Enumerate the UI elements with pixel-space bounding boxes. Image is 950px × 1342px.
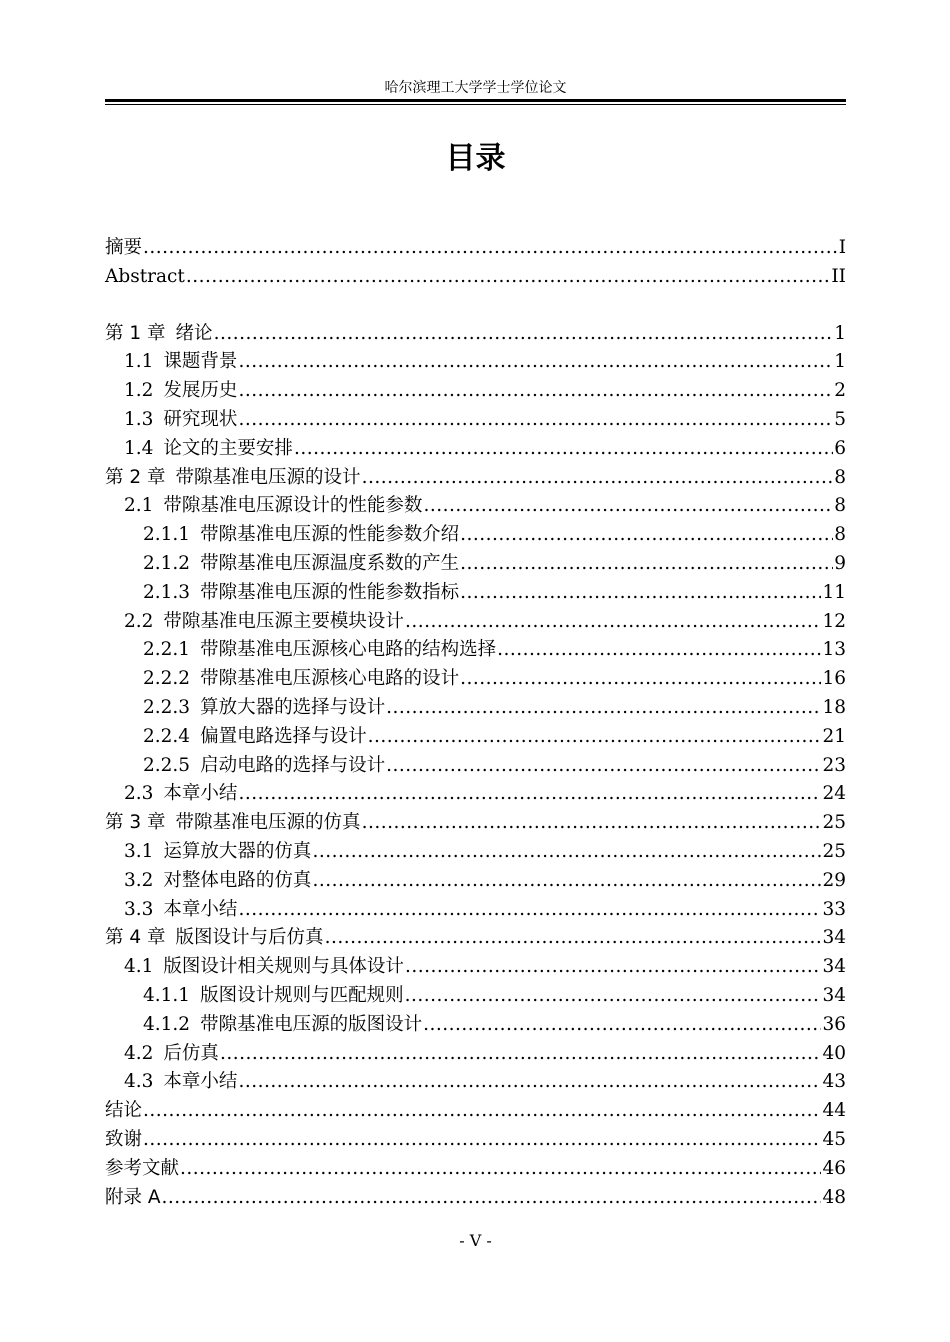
toc-entry-text: 绪论 <box>175 322 213 344</box>
toc-entry-label <box>143 694 385 723</box>
toc-leader-dots <box>180 1155 821 1184</box>
toc-entry-label <box>124 838 311 867</box>
toc-leader-dots <box>294 435 833 464</box>
toc-page-number: 1 <box>834 322 846 344</box>
toc-entry[interactable] <box>105 1040 846 1069</box>
toc-entry-number: 3.1 <box>124 840 154 862</box>
toc-leader-dots <box>405 982 822 1011</box>
toc-entry-number: 4.1.2 <box>143 1013 191 1035</box>
toc-leader-dots <box>214 320 834 349</box>
toc-entry-label <box>105 464 361 493</box>
toc-entry-label <box>105 1184 161 1213</box>
toc-entry-number: 1.2 <box>124 380 154 402</box>
toc-page-number: 8 <box>834 524 846 546</box>
toc-entry-text: 本章小结 <box>163 1071 238 1093</box>
toc-entry-number: 3.3 <box>124 898 154 920</box>
toc-entry-label <box>143 665 459 694</box>
toc-entry[interactable] <box>105 867 846 896</box>
toc-page-number: 33 <box>822 898 846 920</box>
toc-leader-dots <box>460 579 821 608</box>
toc-page-number: 24 <box>822 783 846 805</box>
toc-leader-dots <box>238 377 833 406</box>
toc-entry-label <box>124 780 237 809</box>
toc-entry-text: 研究现状 <box>163 408 238 430</box>
toc-entry-text: 版图设计相关规则与具体设计 <box>163 956 404 978</box>
toc-entry-number: 1.4 <box>124 437 154 459</box>
toc-entry-number: 2.3 <box>124 783 154 805</box>
toc-leader-dots <box>405 608 822 637</box>
toc-entry-text: 带隙基准电压源的仿真 <box>175 812 361 834</box>
toc-page-number: I <box>838 237 846 258</box>
toc-entry[interactable] <box>105 377 846 406</box>
toc-entry[interactable] <box>105 521 846 550</box>
toc-entry-abstract-cn[interactable] <box>105 234 846 263</box>
toc-page-number: 16 <box>822 668 846 690</box>
toc-entry-number: 1.1 <box>124 351 154 373</box>
toc-leader-dots <box>460 665 821 694</box>
toc-entry-label <box>124 896 237 925</box>
toc-entry-label <box>143 550 459 579</box>
toc-entry-text: 带隙基准电压源的性能参数指标 <box>200 581 460 603</box>
toc-entry-number: 2.2.5 <box>143 754 191 776</box>
toc-page-number: 1 <box>834 351 846 373</box>
toc-entry-text: 带隙基准电压源核心电路的设计 <box>200 668 460 690</box>
toc-entry-number: 4.2 <box>124 1042 154 1064</box>
toc-leader-dots <box>362 464 834 493</box>
page-title: 目录 <box>445 141 506 176</box>
toc-leader-dots <box>386 752 821 781</box>
toc-entry-label <box>124 377 237 406</box>
toc-leader-dots <box>497 636 821 665</box>
toc-entry[interactable] <box>105 348 846 377</box>
toc-entry-text: 带隙基准电压源温度系数的产生 <box>200 552 460 574</box>
toc-entry-label <box>105 924 324 953</box>
toc-entry-text: 后仿真 <box>163 1042 219 1064</box>
toc-entry[interactable] <box>105 838 846 867</box>
toc-leader-dots <box>220 1040 822 1069</box>
toc-leader-dots <box>143 1097 821 1126</box>
toc-entry[interactable] <box>105 1184 846 1213</box>
toc-entry[interactable] <box>105 1011 846 1040</box>
toc-entry-label: 摘要 <box>105 237 143 258</box>
toc-entry[interactable] <box>105 1097 846 1126</box>
toc-entry[interactable] <box>105 1068 846 1097</box>
toc-entry-label <box>105 1155 179 1184</box>
toc-entry-number: 4.1.1 <box>143 984 191 1006</box>
toc-entry-number: 2.1.3 <box>143 581 191 603</box>
toc-page-number: 46 <box>822 1157 846 1179</box>
toc-entry-label <box>143 1011 422 1040</box>
toc-page-number: 25 <box>822 812 846 834</box>
toc-leader-dots <box>162 1184 822 1213</box>
toc-page-number: 23 <box>822 754 846 776</box>
toc-leader-dots <box>143 1126 821 1155</box>
toc-entry-text: 运算放大器的仿真 <box>163 840 312 862</box>
toc-entry-label <box>124 608 404 637</box>
toc-entry-label <box>143 723 367 752</box>
toc-entry-number: 4.3 <box>124 1071 154 1093</box>
toc-entry[interactable] <box>105 492 846 521</box>
toc-page-number: 29 <box>822 869 846 891</box>
toc-entry-label <box>124 867 311 896</box>
toc-entry[interactable] <box>105 435 846 464</box>
toc-leader-dots <box>238 780 821 809</box>
toc-leader-dots <box>186 263 831 292</box>
toc-leader-dots <box>386 694 821 723</box>
toc-entry[interactable] <box>105 752 846 781</box>
toc-entry-number: 第 2 章 <box>105 466 166 488</box>
toc-entry-label <box>124 406 237 435</box>
toc-entry-number: 1.3 <box>124 408 154 430</box>
toc-leader-dots <box>460 521 833 550</box>
toc-page-number: 43 <box>822 1071 846 1093</box>
toc-page-number: 25 <box>822 840 846 862</box>
toc-entry-label <box>124 1068 237 1097</box>
toc-entry-text: 发展历史 <box>163 380 238 402</box>
toc-page-number: 34 <box>822 956 846 978</box>
toc-entry[interactable] <box>105 636 846 665</box>
toc-entry[interactable] <box>105 982 846 1011</box>
toc-entry-list <box>105 320 846 1213</box>
toc-leader-dots <box>238 1068 821 1097</box>
toc-leader-dots <box>405 953 822 982</box>
toc-entry-text: 带隙基准电压源的版图设计 <box>200 1013 423 1035</box>
toc-entry[interactable] <box>105 924 846 953</box>
toc-entry-label <box>124 492 422 521</box>
toc-entry-text: 对整体电路的仿真 <box>163 869 312 891</box>
toc-page-number: 48 <box>822 1186 846 1208</box>
toc-page-number: 8 <box>834 466 846 488</box>
toc-entry[interactable] <box>105 896 846 925</box>
toc-page-number: 40 <box>822 1042 846 1064</box>
toc-entry[interactable] <box>105 1155 846 1184</box>
toc-entry[interactable] <box>105 1126 846 1155</box>
toc-entry-text: 版图设计与后仿真 <box>175 927 324 949</box>
toc-entry-label <box>143 521 459 550</box>
toc-entry-number: 3.2 <box>124 869 154 891</box>
toc-leader-dots <box>460 550 833 579</box>
toc-entry-label: Abstract <box>105 265 185 287</box>
toc-entry[interactable] <box>105 579 846 608</box>
toc-entry[interactable] <box>105 780 846 809</box>
toc-leader-dots <box>143 234 838 263</box>
toc-page-number: 45 <box>822 1128 846 1150</box>
toc-page-number: 9 <box>834 552 846 574</box>
toc-entry[interactable] <box>105 809 846 838</box>
toc-entry-label <box>143 636 496 665</box>
toc-entry-text: 课题背景 <box>163 351 238 373</box>
toc-entry[interactable] <box>105 723 846 752</box>
toc-entry-text: 参考文献 <box>105 1157 180 1179</box>
toc-entry-abstract-en[interactable] <box>105 263 846 292</box>
toc-entry-label <box>124 953 404 982</box>
toc-entry-number: 2.2.2 <box>143 668 191 690</box>
toc-entry-text: 带隙基准电压源主要模块设计 <box>163 610 404 632</box>
toc-entry-text: 带隙基准电压源的设计 <box>175 466 361 488</box>
toc-entry-number: 4.1 <box>124 956 154 978</box>
toc-entry[interactable] <box>105 665 846 694</box>
toc-entry-text: 算放大器的选择与设计 <box>200 696 386 718</box>
toc-leader-dots <box>325 924 822 953</box>
toc-page-number: 6 <box>834 437 846 459</box>
toc-entry-text: 结论 <box>105 1100 143 1122</box>
toc-entry-number: 2.2.1 <box>143 639 191 661</box>
toc-entry-text: 本章小结 <box>163 783 238 805</box>
toc-page-number: 11 <box>822 581 846 603</box>
toc-entry-label <box>143 579 459 608</box>
toc-entry-number: 第 4 章 <box>105 927 166 949</box>
toc-entry-label <box>124 1040 219 1069</box>
toc-entry-text: 本章小结 <box>163 898 238 920</box>
toc-entry-text: 版图设计规则与匹配规则 <box>200 984 404 1006</box>
toc-entry-text: 带隙基准电压源核心电路的结构选择 <box>200 639 497 661</box>
toc-page-number: 12 <box>822 610 846 632</box>
toc-entry-label <box>105 809 361 838</box>
toc-entry-number: 第 3 章 <box>105 812 166 834</box>
toc-entry-number: 第 1 章 <box>105 322 166 344</box>
table-of-contents <box>105 234 846 1212</box>
toc-entry-number: 2.1.1 <box>143 524 191 546</box>
toc-page-number: 34 <box>822 927 846 949</box>
toc-entry-text: 偏置电路选择与设计 <box>200 725 367 747</box>
toc-entry[interactable] <box>105 406 846 435</box>
toc-leader-dots <box>312 867 821 896</box>
toc-page-number: 21 <box>822 725 846 747</box>
toc-entry-label <box>105 320 213 349</box>
toc-leader-dots <box>423 1011 821 1040</box>
toc-entry-text: 启动电路的选择与设计 <box>200 754 386 776</box>
toc-page-number: 8 <box>834 495 846 517</box>
toc-entry[interactable] <box>105 320 846 349</box>
toc-page-number: 34 <box>822 984 846 1006</box>
toc-entry-text: 论文的主要安排 <box>163 437 293 459</box>
toc-leader-dots <box>362 809 822 838</box>
toc-entry-number: 2.2 <box>124 610 154 632</box>
toc-entry-text: 带隙基准电压源设计的性能参数 <box>163 495 423 517</box>
running-header: 哈尔滨理工大学学士学位论文 <box>384 80 567 96</box>
toc-entry-text: 致谢 <box>105 1128 143 1150</box>
toc-entry-number: 2.1.2 <box>143 552 191 574</box>
toc-leader-dots <box>238 406 833 435</box>
toc-entry[interactable] <box>105 953 846 982</box>
toc-entry-label <box>105 1097 142 1126</box>
toc-page-number: 36 <box>822 1013 846 1035</box>
toc-leader-dots <box>238 896 821 925</box>
toc-entry[interactable] <box>105 608 846 637</box>
toc-entry-number: 2.2.4 <box>143 725 191 747</box>
toc-page-number: 2 <box>834 380 846 402</box>
page-number-footer: - V - <box>459 1231 492 1250</box>
toc-entry-label <box>124 435 293 464</box>
toc-page-number: 18 <box>822 696 846 718</box>
header-rule-thin <box>105 104 846 105</box>
toc-entry[interactable] <box>105 464 846 493</box>
toc-entry-text: 附录 A <box>105 1186 161 1208</box>
header-rule-thick <box>105 99 846 102</box>
toc-page-number: 13 <box>822 639 846 661</box>
toc-entry-text: 带隙基准电压源的性能参数介绍 <box>200 524 460 546</box>
toc-leader-dots <box>238 348 833 377</box>
toc-leader-dots <box>312 838 821 867</box>
toc-entry-number: 2.2.3 <box>143 696 191 718</box>
toc-entry[interactable] <box>105 694 846 723</box>
toc-leader-dots <box>423 492 833 521</box>
toc-entry-label <box>124 348 237 377</box>
toc-page-number: 5 <box>834 408 846 430</box>
toc-entry-label <box>143 752 385 781</box>
toc-entry-label <box>105 1126 142 1155</box>
toc-page-number: II <box>831 265 846 287</box>
toc-leader-dots <box>368 723 822 752</box>
toc-page-number: 44 <box>822 1100 846 1122</box>
toc-entry-label <box>143 982 404 1011</box>
toc-entry[interactable] <box>105 550 846 579</box>
toc-entry-number: 2.1 <box>124 495 154 517</box>
